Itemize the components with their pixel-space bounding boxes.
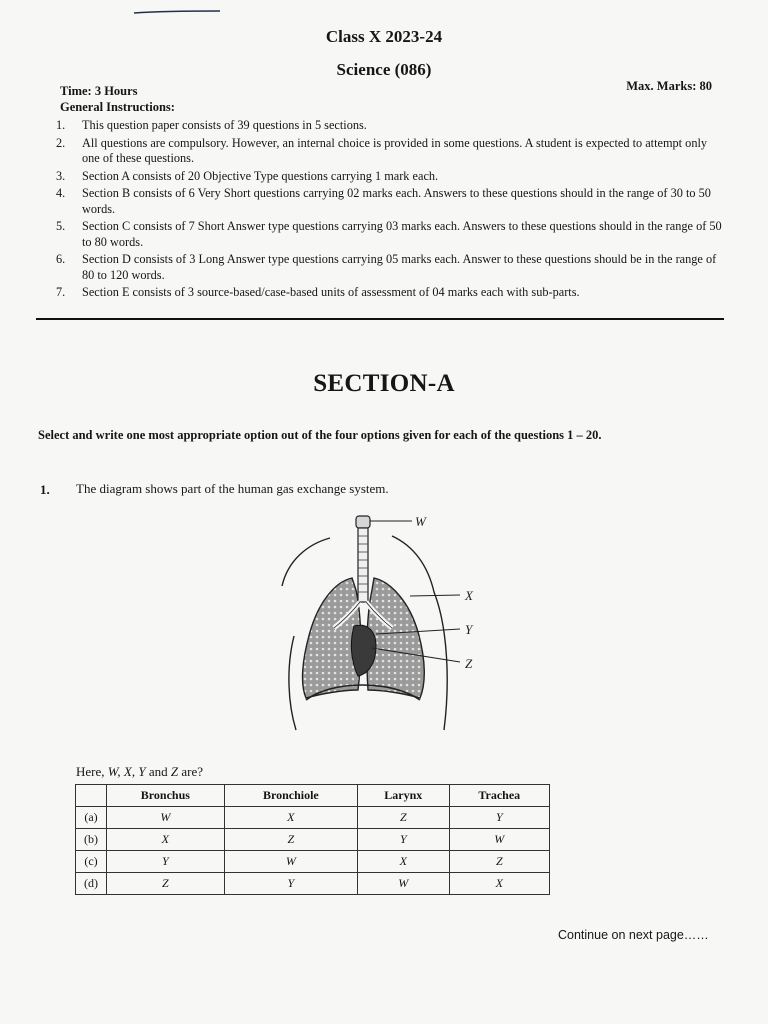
prompt-suffix: are? <box>178 764 203 779</box>
instruction-item <box>56 136 724 167</box>
table-row <box>76 807 550 829</box>
instruction-item <box>56 252 724 283</box>
instruction-item <box>56 219 724 250</box>
instruction-number: 5. <box>56 219 66 233</box>
table-cell: Z <box>107 873 225 895</box>
instruction-item <box>56 118 724 134</box>
options-table <box>75 784 550 895</box>
option-label: (c) <box>76 851 107 873</box>
prompt-last-var: Z <box>170 764 179 779</box>
instructions-heading: General Instructions: <box>60 100 175 114</box>
section-divider <box>36 318 724 320</box>
instruction-text: All questions are compulsory. However, an internal choice is provided in some questions. A student is expected to attempt only one of these questions. <box>82 135 708 165</box>
instruction-item <box>56 285 724 301</box>
prompt-vars: W, X, Y <box>107 764 146 779</box>
table-cell: W <box>224 851 357 873</box>
table-cell: Z <box>358 807 450 829</box>
table-header-cell <box>76 785 107 807</box>
instruction-number: 6. <box>56 252 66 266</box>
table-cell: Z <box>449 851 549 873</box>
instruction-number: 7. <box>56 285 66 299</box>
table-cell: Y <box>107 851 225 873</box>
label-x: X <box>465 588 473 603</box>
table-header-cell: Larynx <box>358 785 450 807</box>
body-outline-lower-left <box>289 636 296 730</box>
table-cell: Y <box>224 873 357 895</box>
instruction-text: Section E consists of 3 source-based/case-based units of assessment of 04 marks each with sub-parts. <box>82 285 580 299</box>
instructions-list <box>56 118 724 303</box>
subject-title: Science (086) <box>336 60 432 79</box>
prompt-and: and <box>145 764 171 779</box>
larynx <box>356 516 370 528</box>
prompt-prefix: Here, <box>76 764 108 779</box>
table-header-cell: Bronchus <box>107 785 225 807</box>
trachea <box>358 528 368 602</box>
instruction-text: Section B consists of 6 Very Short questions carrying 02 marks each. Answers to these questions should in the range of 30 to 50 words. <box>82 186 711 216</box>
table-cell: Y <box>358 829 450 851</box>
table-cell: X <box>107 829 225 851</box>
pen-stroke-mark <box>132 10 222 14</box>
instruction-text: Section C consists of 7 Short Answer type questions carrying 03 marks each. Answers to these questions should in the range of 50 to 80 words. <box>82 219 722 249</box>
instruction-text: This question paper consists of 39 questions in 5 sections. <box>82 118 367 132</box>
question-text: The diagram shows part of the human gas exchange system. <box>76 481 389 496</box>
table-cell: X <box>224 807 357 829</box>
max-marks: Max. Marks: 80 <box>626 79 712 93</box>
instruction-item <box>56 169 724 185</box>
label-w: W <box>415 514 426 529</box>
instruction-item <box>56 186 724 217</box>
label-z: Z <box>465 656 473 671</box>
question-number: 1. <box>40 482 50 497</box>
label-y: Y <box>465 622 473 637</box>
instruction-number: 1. <box>56 118 66 132</box>
table-cell: W <box>358 873 450 895</box>
class-title: Class X 2023-24 <box>325 27 443 46</box>
instruction-number: 4. <box>56 186 66 200</box>
section-title: SECTION-A <box>313 370 455 397</box>
table-cell: Z <box>224 829 357 851</box>
table-row <box>76 873 550 895</box>
table-header-cell: Trachea <box>449 785 549 807</box>
table-header-cell: Bronchiole <box>224 785 357 807</box>
instruction-number: 2. <box>56 135 66 150</box>
table-cell: W <box>449 829 549 851</box>
table-row <box>76 829 550 851</box>
table-header-row <box>76 785 550 807</box>
table-cell: Y <box>449 807 549 829</box>
section-directive: Select and write one most appropriate option out of the four options given for each of the questions 1 – 20. <box>38 428 602 442</box>
body-outline-left <box>282 538 330 586</box>
option-label: (a) <box>76 807 107 829</box>
gas-exchange-diagram <box>272 508 492 738</box>
table-row <box>76 851 550 873</box>
instruction-text: Section D consists of 3 Long Answer type questions carrying 05 marks each. Answer to these questions should be in the range of 80 to 120 words. <box>82 252 717 282</box>
table-cell: W <box>107 807 225 829</box>
instruction-number: 3. <box>56 168 66 183</box>
table-cell: X <box>449 873 549 895</box>
table-cell: X <box>358 851 450 873</box>
option-label: (d) <box>76 873 107 895</box>
continue-note: Continue on next page…… <box>558 928 709 942</box>
option-label: (b) <box>76 829 107 851</box>
exam-time: Time: 3 Hours <box>60 84 138 98</box>
instruction-text: Section A consists of 20 Objective Type questions carrying 1 mark each. <box>82 168 439 183</box>
question-prompt <box>76 764 203 780</box>
